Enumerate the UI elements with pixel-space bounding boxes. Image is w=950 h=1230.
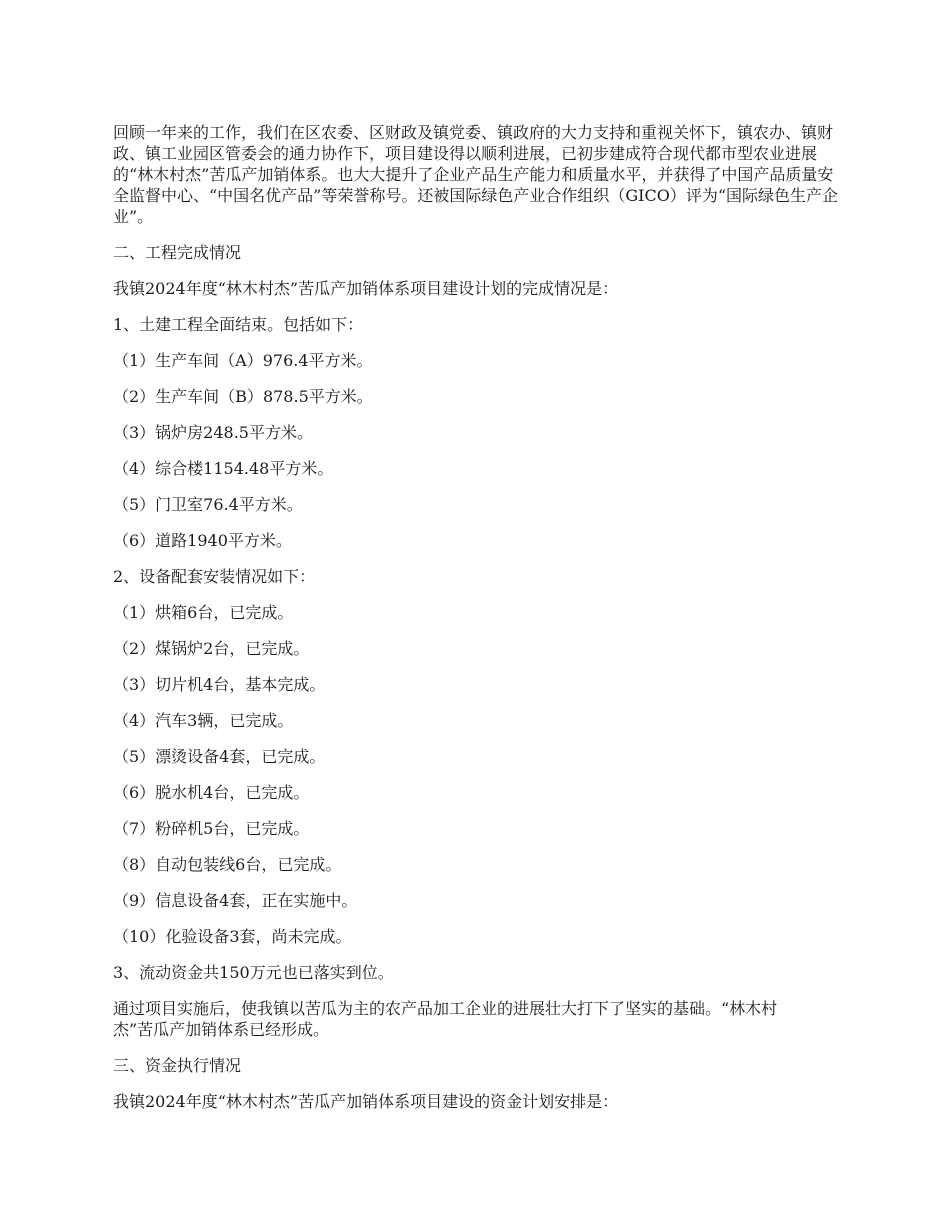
- equipment-item: （1）烘箱6台，已完成。: [113, 603, 294, 622]
- equipment-item: （5）漂烫设备4套，已完成。: [113, 747, 326, 766]
- equipment-heading: 2、设备配套安装情况如下：: [113, 567, 316, 586]
- equipment-item: （4）汽车3辆，已完成。: [113, 711, 294, 730]
- equipment-item: （8）自动包装线6台，已完成。: [113, 855, 342, 874]
- civil-item: （4）综合楼1154.48平方米。: [113, 459, 334, 478]
- section-funds-intro: 我镇2024年度“林木村杰”苦瓜产加销体系项目建设的资金计划安排是：: [113, 1092, 619, 1111]
- intro-paragraph: 回顾一年来的工作，我们在区农委、区财政及镇党委、镇政府的大力支持和重视关怀下，镇农办、镇财政、镇工业园区管委会的通力协作下，项目建设得以顺利进展，已初步建成符合现代都市型农业进展的“林木村杰”苦瓜产加销体系。也大大提升了企业产品生产能力和质量水平，并获得了中国产品质量安全监督中心、“中国名优产品”等荣誉称号。还被国际绿色产业合作组织（GICO）评为“国际绿色生产企业”。: [113, 123, 839, 226]
- document-body: [113, 122, 843, 1112]
- civil-item: （2）生产车间（B）878.5平方米。: [113, 387, 373, 406]
- civil-item: （1）生产车间（A）976.4平方米。: [113, 351, 373, 370]
- section-progress-intro: 我镇2024年度“林木村杰”苦瓜产加销体系项目建设计划的完成情况是：: [113, 279, 619, 298]
- section-heading-funds: 三、资金执行情况: [113, 1056, 242, 1075]
- civil-item: （5）门卫室76.4平方米。: [113, 495, 303, 514]
- civil-item: （3）锅炉房248.5平方米。: [113, 423, 313, 442]
- equipment-item: （9）信息设备4套，正在实施中。: [113, 891, 358, 910]
- funds-line: 3、流动资金共150万元也已落实到位。: [113, 963, 394, 982]
- equipment-item: （6）脱水机4台，已完成。: [113, 783, 310, 802]
- section-heading-progress: 二、工程完成情况: [113, 243, 242, 262]
- result-paragraph: 通过项目实施后，使我镇以苦瓜为主的农产品加工企业的进展壮大打下了坚实的基础。“林木村杰”苦瓜产加销体系已经形成。: [113, 999, 778, 1039]
- equipment-item: （7）粉碎机5台，已完成。: [113, 819, 310, 838]
- equipment-item: （3）切片机4台，基本完成。: [113, 675, 326, 694]
- civil-item: （6）道路1940平方米。: [113, 531, 292, 550]
- civil-works-heading: 1、土建工程全面结束。包括如下：: [113, 315, 364, 334]
- equipment-item: （2）煤锅炉2台，已完成。: [113, 639, 310, 658]
- equipment-item: （10）化验设备3套，尚未完成。: [113, 927, 352, 946]
